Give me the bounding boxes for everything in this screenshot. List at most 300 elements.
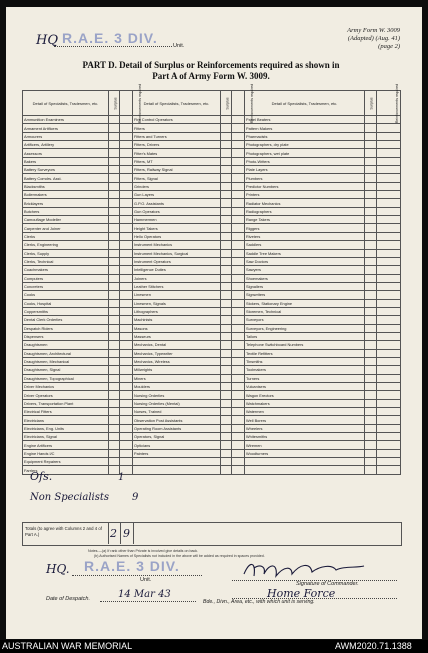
surplus-cell bbox=[365, 266, 377, 274]
specialist-name: Boilermakers bbox=[23, 191, 109, 199]
surplus-cell bbox=[221, 224, 232, 232]
surplus-cell bbox=[109, 408, 120, 416]
reinforcement-cell bbox=[377, 232, 401, 240]
specialist-name: Electricians, Eng. Units bbox=[23, 424, 109, 432]
specialist-name: Watermen bbox=[245, 408, 365, 416]
specialist-name: Whitesmiths bbox=[245, 433, 365, 441]
surplus-cell bbox=[109, 166, 120, 174]
reinforcement-cell bbox=[120, 274, 133, 282]
reinforcement-cell bbox=[120, 458, 133, 466]
specialist-name: Fitters and Turners bbox=[133, 132, 221, 140]
unit-stamp: R.A.E. 3 DIV. bbox=[62, 30, 158, 46]
specialist-name: Engine Artificers bbox=[23, 441, 109, 449]
reinforcement-cell bbox=[120, 399, 133, 407]
surplus-cell bbox=[109, 199, 120, 207]
archive-name: AUSTRALIAN WAR MEMORIAL bbox=[2, 641, 133, 651]
reinforcement-cell bbox=[377, 274, 401, 282]
specialist-name: Linesmen, Signals bbox=[133, 299, 221, 307]
specialist-name: Draughtsmen bbox=[23, 341, 109, 349]
reinforcement-cell bbox=[232, 116, 245, 124]
part-title-line2: Part A of Army Form W. 3009. bbox=[152, 70, 270, 81]
part-title bbox=[22, 60, 400, 81]
specialist-name: Nurses, Trained bbox=[133, 408, 221, 416]
surplus-cell bbox=[365, 199, 377, 207]
despatch-line bbox=[100, 601, 196, 602]
reinforcement-cell bbox=[120, 307, 133, 315]
surplus-cell bbox=[109, 132, 120, 140]
specialist-name: Draughtsmen, Topographical bbox=[23, 374, 109, 382]
table-row bbox=[23, 232, 401, 240]
reinforcement-cell bbox=[232, 332, 245, 340]
reinforcement-cell bbox=[120, 166, 133, 174]
specialist-name: Shoemakers bbox=[245, 274, 365, 282]
reinforcement-cell bbox=[232, 274, 245, 282]
surplus-cell bbox=[221, 366, 232, 374]
surplus-cell bbox=[221, 241, 232, 249]
surplus-cell bbox=[365, 191, 377, 199]
surplus-cell bbox=[221, 132, 232, 140]
reinforcement-cell bbox=[232, 349, 245, 357]
table-row bbox=[23, 383, 401, 391]
reinforcement-cell bbox=[377, 383, 401, 391]
reinforcement-cell bbox=[377, 207, 401, 215]
reinforcement-cell bbox=[120, 249, 133, 257]
col-header-reinforcements: Reinforcements required bbox=[232, 91, 245, 116]
reinforcement-cell bbox=[120, 416, 133, 424]
specialist-name: Drivers, Transportation Plant bbox=[23, 399, 109, 407]
reinforcement-cell bbox=[120, 341, 133, 349]
specialists-table bbox=[22, 83, 401, 475]
surplus-cell bbox=[221, 257, 232, 265]
specialist-name: Masseurs bbox=[133, 332, 221, 340]
totals-surplus: 2 bbox=[110, 527, 117, 540]
footnote-a: Notes.—(a) If rank other than Private is involved give details on back. bbox=[88, 549, 199, 553]
surplus-cell bbox=[109, 274, 120, 282]
reinforcement-cell bbox=[232, 441, 245, 449]
specialist-name: Draughtsmen, Architectural bbox=[23, 349, 109, 357]
reinforcement-cell bbox=[377, 132, 401, 140]
reinforcement-cell bbox=[232, 174, 245, 182]
reinforcement-cell bbox=[232, 216, 245, 224]
specialist-name: Saddlers bbox=[245, 241, 365, 249]
specialist-name: Armourers bbox=[23, 132, 109, 140]
specialist-name: Carpenter and Joiner bbox=[23, 224, 109, 232]
reinforcement-cell bbox=[120, 383, 133, 391]
specialist-name: Tailors bbox=[245, 332, 365, 340]
reinforcement-cell bbox=[232, 166, 245, 174]
specialist-name: Plumbers bbox=[245, 174, 365, 182]
surplus-cell bbox=[365, 391, 377, 399]
reinforcement-cell bbox=[120, 282, 133, 290]
reinforcement-cell bbox=[120, 357, 133, 365]
specialist-name: Instrument Mechanics, Surgical bbox=[133, 249, 221, 257]
surplus-cell bbox=[365, 141, 377, 149]
reinforcement-cell bbox=[377, 374, 401, 382]
reinforcement-cell bbox=[120, 241, 133, 249]
surplus-cell bbox=[109, 257, 120, 265]
reinforcement-cell bbox=[120, 299, 133, 307]
specialist-name: Turners bbox=[245, 374, 365, 382]
reinforcement-cell bbox=[120, 141, 133, 149]
surplus-cell bbox=[365, 274, 377, 282]
specialist-name: Wiremen bbox=[245, 441, 365, 449]
reinforcement-cell bbox=[377, 282, 401, 290]
specialist-name: Cooks, Hospital bbox=[23, 299, 109, 307]
table-row bbox=[23, 299, 401, 307]
reinforcement-cell bbox=[120, 132, 133, 140]
reinforcement-cell bbox=[232, 416, 245, 424]
specialist-name: Lithographers bbox=[133, 307, 221, 315]
col-header-detail: Detail of Specialists, Tradesmen, etc. bbox=[245, 91, 365, 116]
specialist-name bbox=[133, 458, 221, 466]
surplus-cell bbox=[109, 224, 120, 232]
reinforcement-cell bbox=[232, 307, 245, 315]
surplus-cell bbox=[365, 316, 377, 324]
surplus-cell bbox=[221, 316, 232, 324]
handwritten-value-nonspecialists: 9 bbox=[132, 492, 139, 503]
specialist-name: G.P.O. Assistants bbox=[133, 199, 221, 207]
surplus-cell bbox=[221, 199, 232, 207]
surplus-cell bbox=[221, 149, 232, 157]
specialist-name: Nursing Orderlies (Mental) bbox=[133, 399, 221, 407]
reinforcement-cell bbox=[232, 458, 245, 466]
surplus-cell bbox=[221, 408, 232, 416]
specialist-name: Machinists bbox=[133, 316, 221, 324]
surplus-cell bbox=[365, 299, 377, 307]
reinforcement-cell bbox=[120, 374, 133, 382]
totals-label: Totals (to agree with Columns 2 and 4 of Part A.) bbox=[25, 526, 102, 537]
surplus-cell bbox=[365, 257, 377, 265]
surplus-cell bbox=[109, 399, 120, 407]
unit-label: Unit. bbox=[173, 43, 185, 49]
surplus-cell bbox=[221, 324, 232, 332]
specialist-name: Driver Mechanics bbox=[23, 383, 109, 391]
unit-line bbox=[54, 46, 172, 47]
specialist-name: Surveyors bbox=[245, 316, 365, 324]
specialist-name: Clerks, Supply bbox=[23, 249, 109, 257]
handwritten-label-officers: Ofs. bbox=[30, 470, 53, 483]
specialist-name: Artificers, Artillery bbox=[23, 141, 109, 149]
surplus-cell bbox=[109, 383, 120, 391]
table-row bbox=[23, 416, 401, 424]
surplus-cell bbox=[221, 357, 232, 365]
part-title-line1: Detail of Surplus or Reinforcements required as shown in bbox=[119, 60, 340, 70]
specialist-name: Storemen, Technical bbox=[245, 307, 365, 315]
reinforcement-cell bbox=[377, 391, 401, 399]
specialist-name: Saddle Tree Makers bbox=[245, 249, 365, 257]
surplus-cell bbox=[221, 174, 232, 182]
reinforcement-cell bbox=[377, 224, 401, 232]
reinforcement-cell bbox=[232, 132, 245, 140]
reinforcement-cell bbox=[377, 366, 401, 374]
specialist-name: Bakers bbox=[23, 157, 109, 165]
table-row bbox=[23, 332, 401, 340]
surplus-cell bbox=[221, 307, 232, 315]
reinforcement-cell bbox=[377, 299, 401, 307]
totals-reinforcements: 9 bbox=[123, 527, 130, 540]
specialist-name: Mechanics, Dental bbox=[133, 341, 221, 349]
reinforcement-cell bbox=[232, 282, 245, 290]
signature-label: Signature of Commander. bbox=[296, 581, 359, 587]
reinforcement-cell bbox=[120, 257, 133, 265]
col-header-surplus: Surplus bbox=[221, 91, 232, 116]
surplus-cell bbox=[221, 349, 232, 357]
specialist-name: Fitters, Railway Signal bbox=[133, 166, 221, 174]
surplus-cell bbox=[109, 207, 120, 215]
table-row bbox=[23, 399, 401, 407]
table-row bbox=[23, 291, 401, 299]
table-row bbox=[23, 224, 401, 232]
surplus-cell bbox=[221, 424, 232, 432]
specialist-name: Electrical Fitters bbox=[23, 408, 109, 416]
specialist-name: Joiners bbox=[133, 274, 221, 282]
reinforcement-cell bbox=[377, 349, 401, 357]
table-row bbox=[23, 266, 401, 274]
reinforcement-cell bbox=[377, 241, 401, 249]
specialist-name: Instrument Operators bbox=[133, 257, 221, 265]
reinforcement-cell bbox=[232, 257, 245, 265]
surplus-cell bbox=[109, 291, 120, 299]
surplus-cell bbox=[109, 433, 120, 441]
surplus-cell bbox=[221, 124, 232, 132]
reinforcement-cell bbox=[120, 391, 133, 399]
reinforcement-cell bbox=[232, 149, 245, 157]
surplus-cell bbox=[221, 399, 232, 407]
surplus-cell bbox=[221, 249, 232, 257]
surplus-cell bbox=[109, 174, 120, 182]
surplus-cell bbox=[109, 416, 120, 424]
specialist-name: Textile Refitters bbox=[245, 349, 365, 357]
surplus-cell bbox=[365, 383, 377, 391]
specialist-name: Well Borers bbox=[245, 416, 365, 424]
form-identifier bbox=[300, 27, 400, 51]
table-row bbox=[23, 466, 401, 474]
surplus-cell bbox=[365, 232, 377, 240]
table-row bbox=[23, 282, 401, 290]
reinforcement-cell bbox=[377, 408, 401, 416]
specialist-name: Draughtsmen, Signal bbox=[23, 366, 109, 374]
surplus-cell bbox=[365, 366, 377, 374]
reinforcement-cell bbox=[120, 449, 133, 457]
reinforcement-cell bbox=[377, 458, 401, 466]
table-row bbox=[23, 141, 401, 149]
reinforcement-cell bbox=[377, 199, 401, 207]
surplus-cell bbox=[109, 299, 120, 307]
table-row bbox=[23, 449, 401, 457]
specialist-name: Ammunition Examiners bbox=[23, 116, 109, 124]
surplus-cell bbox=[109, 458, 120, 466]
specialist-name: Operators, Signal bbox=[133, 433, 221, 441]
specialist-name: Stokers, Stationary Engine bbox=[245, 299, 365, 307]
surplus-cell bbox=[365, 157, 377, 165]
table-row bbox=[23, 149, 401, 157]
surplus-cell bbox=[365, 458, 377, 466]
surplus-cell bbox=[109, 116, 120, 124]
surplus-cell bbox=[365, 124, 377, 132]
reinforcement-cell bbox=[120, 424, 133, 432]
specialist-name: Equipment Repairers bbox=[23, 458, 109, 466]
bottom-unit-line bbox=[72, 575, 202, 576]
surplus-cell bbox=[109, 374, 120, 382]
reinforcement-cell bbox=[232, 249, 245, 257]
specialist-name: Bricklayers bbox=[23, 199, 109, 207]
surplus-cell bbox=[221, 216, 232, 224]
surplus-cell bbox=[365, 216, 377, 224]
surplus-cell bbox=[109, 424, 120, 432]
reinforcement-cell bbox=[120, 199, 133, 207]
reinforcement-cell bbox=[120, 291, 133, 299]
specialist-name bbox=[245, 458, 365, 466]
specialist-name: Predictor Numbers bbox=[245, 182, 365, 190]
surplus-cell bbox=[365, 408, 377, 416]
specialist-name: Grinders bbox=[133, 182, 221, 190]
surplus-cell bbox=[365, 174, 377, 182]
specialist-name: Riggers bbox=[245, 224, 365, 232]
specialist-name: Fitters, MT bbox=[133, 157, 221, 165]
surplus-cell bbox=[221, 391, 232, 399]
specialist-name: Millwrights bbox=[133, 366, 221, 374]
specialist-name: Coachmakers bbox=[23, 266, 109, 274]
reinforcement-cell bbox=[377, 466, 401, 474]
reinforcement-cell bbox=[232, 157, 245, 165]
surplus-cell bbox=[365, 399, 377, 407]
surplus-cell bbox=[109, 216, 120, 224]
reinforcement-cell bbox=[120, 124, 133, 132]
specialist-name: Photo-Writers bbox=[245, 157, 365, 165]
reinforcement-cell bbox=[232, 357, 245, 365]
specialist-name: Signwriters bbox=[245, 291, 365, 299]
surplus-cell bbox=[221, 449, 232, 457]
specialist-name: Telephone Switchboard Numbers bbox=[245, 341, 365, 349]
specialist-name: Fitters, Drivers bbox=[133, 141, 221, 149]
reinforcement-cell bbox=[232, 141, 245, 149]
bde-handwritten: Home Force bbox=[267, 587, 336, 600]
form-page: (page 2) bbox=[378, 43, 400, 50]
reinforcement-cell bbox=[232, 191, 245, 199]
specialist-name: Hammermen bbox=[133, 216, 221, 224]
surplus-cell bbox=[365, 166, 377, 174]
reinforcement-cell bbox=[120, 157, 133, 165]
table-row bbox=[23, 257, 401, 265]
reinforcement-cell bbox=[232, 374, 245, 382]
reinforcement-cell bbox=[377, 399, 401, 407]
form-adapted: (Adapted) (Aug. 41) bbox=[347, 35, 400, 42]
reinforcement-cell bbox=[377, 124, 401, 132]
col-header-reinforcements: Reinforcements required bbox=[377, 91, 401, 116]
specialist-name: Butchers bbox=[23, 207, 109, 215]
specialist-name: Woodturners bbox=[245, 449, 365, 457]
surplus-cell bbox=[109, 266, 120, 274]
specialist-name: Operating Room Assistants bbox=[133, 424, 221, 432]
surplus-cell bbox=[221, 433, 232, 441]
specialist-name: Driver Operators bbox=[23, 391, 109, 399]
table-header-row bbox=[23, 91, 401, 116]
reinforcement-cell bbox=[120, 224, 133, 232]
specialist-name: Electricians, Signal bbox=[23, 433, 109, 441]
table-row bbox=[23, 349, 401, 357]
table-row bbox=[23, 157, 401, 165]
specialist-name: Panel Beaters bbox=[245, 116, 365, 124]
col-header-surplus: Surplus bbox=[365, 91, 377, 116]
specialist-name: Painters bbox=[133, 449, 221, 457]
reinforcement-cell bbox=[377, 141, 401, 149]
reinforcement-cell bbox=[377, 149, 401, 157]
surplus-cell bbox=[365, 433, 377, 441]
table-row bbox=[23, 191, 401, 199]
specialist-name: Engine Hands I/C bbox=[23, 449, 109, 457]
table-row bbox=[23, 366, 401, 374]
specialist-name: Dispensers bbox=[23, 332, 109, 340]
specialist-name: Range Takers bbox=[245, 216, 365, 224]
reinforcement-cell bbox=[377, 324, 401, 332]
bottom-unit-label: Unit. bbox=[140, 577, 152, 583]
surplus-cell bbox=[365, 441, 377, 449]
specialist-name: Wheelers bbox=[245, 424, 365, 432]
reinforcement-cell bbox=[232, 466, 245, 474]
specialist-name: Instrument Mechanics bbox=[133, 241, 221, 249]
specialist-name: Miners bbox=[133, 374, 221, 382]
specialist-name: Plate Layers bbox=[245, 166, 365, 174]
surplus-cell bbox=[221, 416, 232, 424]
table-row bbox=[23, 341, 401, 349]
reinforcement-cell bbox=[232, 433, 245, 441]
col-header-detail: Detail of Specialists, Tradesmen, etc. bbox=[23, 91, 109, 116]
reinforcement-cell bbox=[377, 441, 401, 449]
surplus-cell bbox=[365, 349, 377, 357]
reinforcement-cell bbox=[120, 324, 133, 332]
specialist-name: Dental Clerk Orderlies bbox=[23, 316, 109, 324]
surplus-cell bbox=[109, 349, 120, 357]
surplus-cell bbox=[221, 191, 232, 199]
table-row bbox=[23, 124, 401, 132]
surplus-cell bbox=[109, 149, 120, 157]
reinforcement-cell bbox=[232, 224, 245, 232]
reinforcement-cell bbox=[232, 199, 245, 207]
table-row bbox=[23, 458, 401, 466]
specialist-name: Fitters bbox=[133, 124, 221, 132]
reinforcement-cell bbox=[232, 291, 245, 299]
reinforcement-cell bbox=[232, 232, 245, 240]
table-row bbox=[23, 207, 401, 215]
table-row bbox=[23, 249, 401, 257]
table-row bbox=[23, 216, 401, 224]
specialist-name: Photographers, dry plate bbox=[245, 141, 365, 149]
despatch-label: Date of Despatch. bbox=[46, 596, 91, 602]
reinforcement-cell bbox=[232, 299, 245, 307]
totals-divider bbox=[133, 522, 134, 544]
reinforcement-cell bbox=[232, 391, 245, 399]
surplus-cell bbox=[221, 374, 232, 382]
surplus-cell bbox=[365, 424, 377, 432]
surplus-cell bbox=[221, 282, 232, 290]
specialist-name: Cooks bbox=[23, 291, 109, 299]
specialist-name: Armament Artificers bbox=[23, 124, 109, 132]
col-header-detail: Detail of Specialists, Tradesmen, etc. bbox=[133, 91, 221, 116]
reinforcement-cell bbox=[120, 266, 133, 274]
reinforcement-cell bbox=[120, 191, 133, 199]
surplus-cell bbox=[221, 299, 232, 307]
specialist-name: Clerks bbox=[23, 232, 109, 240]
reinforcement-cell bbox=[377, 174, 401, 182]
specialist-name: Camouflage Modeller bbox=[23, 216, 109, 224]
specialist-name: Pattern Makers bbox=[245, 124, 365, 132]
surplus-cell bbox=[109, 332, 120, 340]
specialist-name: Despatch Riders bbox=[23, 324, 109, 332]
reinforcement-cell bbox=[377, 182, 401, 190]
surplus-cell bbox=[365, 182, 377, 190]
reinforcement-cell bbox=[120, 207, 133, 215]
surplus-cell bbox=[365, 116, 377, 124]
